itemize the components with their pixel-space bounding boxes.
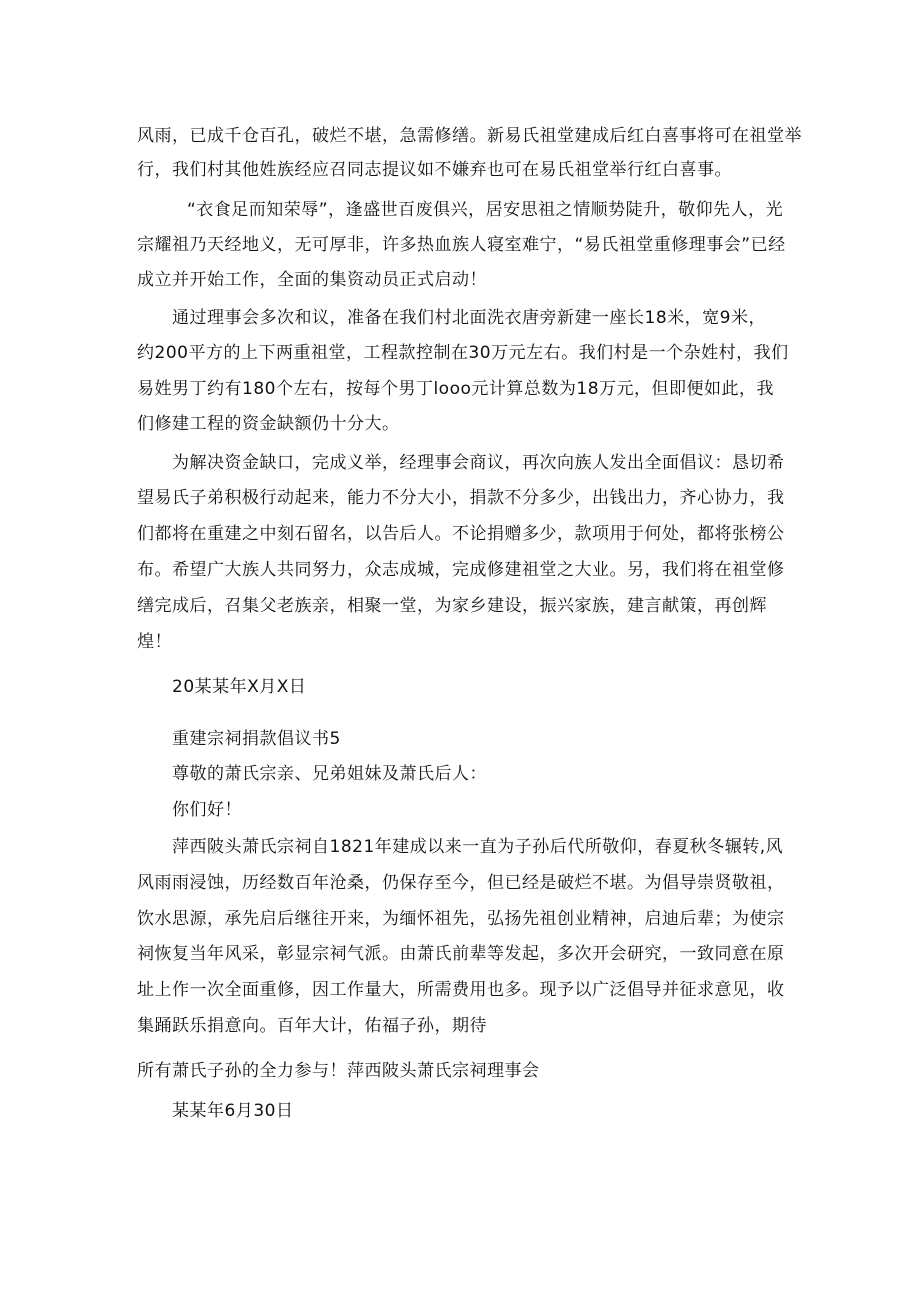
- paragraph-1-line-2: 行，我们村其他姓族经应召同志提议如不嫌弃也可在易氏祖堂举行红白喜事。: [137, 160, 732, 180]
- paragraph-2-line-1: “衣食足而知荣辱”，逢盛世百废俱兴，居安思祖之情顺势陡升，敬仰先人，光: [187, 200, 784, 220]
- paragraph-5-line-5: 址上作一次全面重修，因工作量大，所需费用也多。现予以广泛倡导并征求意见，收: [137, 980, 785, 1000]
- paragraph-4-line-3: 们都将在重建之中刻石留名，以告后人。不论捐赠多少，款项用于何处，都将张榜公: [137, 524, 785, 544]
- paragraph-4-line-6: 煌！: [137, 632, 172, 652]
- date-2: 某某年6月30日: [172, 1101, 294, 1121]
- paragraph-3-line-4: 们修建工程的资金缺额仍十分大。: [137, 414, 400, 434]
- doc5-title: 重建宗祠捐款倡议书5: [172, 729, 341, 749]
- paragraph-3-line-1: 通过理事会多次和议，准备在我们村北面洗衣唐旁新建一座长18米，宽9米，: [172, 308, 766, 328]
- paragraph-2-line-3: 成立并开始工作，全面的集资动员正式启动！: [137, 270, 487, 290]
- paragraph-4-line-4: 布。希望广大族人共同努力，众志成城，完成修建祖堂之大业。另，我们将在祖堂修: [137, 560, 785, 580]
- paragraph-4-line-1: 为解决资金缺口，完成义举，经理事会商议，再次向族人发出全面倡议：恳切希: [172, 453, 785, 473]
- salutation: 尊敬的萧氏宗亲、兄弟姐妹及萧氏后人：: [172, 764, 487, 784]
- paragraph-5-line-3: 饮水思源，承先启后继往开来，为缅怀祖先，弘扬先祖创业精神，启迪后辈；为使宗: [137, 909, 785, 929]
- paragraph-1-line-1: 风雨，已成千仓百孔，破烂不堪，急需修缮。新易氏祖堂建成后红白喜事将可在祖堂举: [137, 126, 802, 146]
- greeting: 你们好！: [172, 800, 242, 820]
- paragraph-5-line-4: 祠恢复当年风采，彰显宗祠气派。由萧氏前辈等发起，多次开会研究，一致同意在原: [137, 944, 785, 964]
- paragraph-2-line-2: 宗耀祖乃天经地义，无可厚非，许多热血族人寝室难宁，“易氏祖堂重修理事会”已经: [137, 235, 786, 255]
- paragraph-4-line-5: 缮完成后，召集父老族亲，相聚一堂，为家乡建设，振兴家族，建言献策，再创辉: [137, 596, 767, 616]
- paragraph-5-line-2: 风雨雨浸蚀，历经数百年沧桑，仍保存至今，但已经是破烂不堪。为倡导崇贤敬祖，: [137, 873, 785, 893]
- closing-line: 所有萧氏子孙的全力参与！萍西陂头萧氏宗祠理事会: [137, 1061, 540, 1081]
- paragraph-5-line-6: 集踊跃乐捐意向。百年大计，佑福子孙，期待: [137, 1016, 487, 1036]
- paragraph-4-line-2: 望易氏子弟积极行动起来，能力不分大小，捐款不分多少，出钱出力，齐心协力，我: [137, 488, 785, 508]
- paragraph-3-line-3: 易姓男丁约有180个左右，按每个男丁looo元计算总数为18万元，但即便如此，我: [137, 379, 775, 399]
- date-1: 20某某年X月X日: [172, 677, 307, 697]
- paragraph-5-line-1: 萍西陂头萧氏宗祠自1821年建成以来一直为子孙后代所敬仰，春夏秋冬辗转,风: [172, 837, 784, 857]
- paragraph-3-line-2: 约200平方的上下两重祖堂，工程款控制在30万元左右。我们村是一个杂姓村，我们: [137, 343, 789, 363]
